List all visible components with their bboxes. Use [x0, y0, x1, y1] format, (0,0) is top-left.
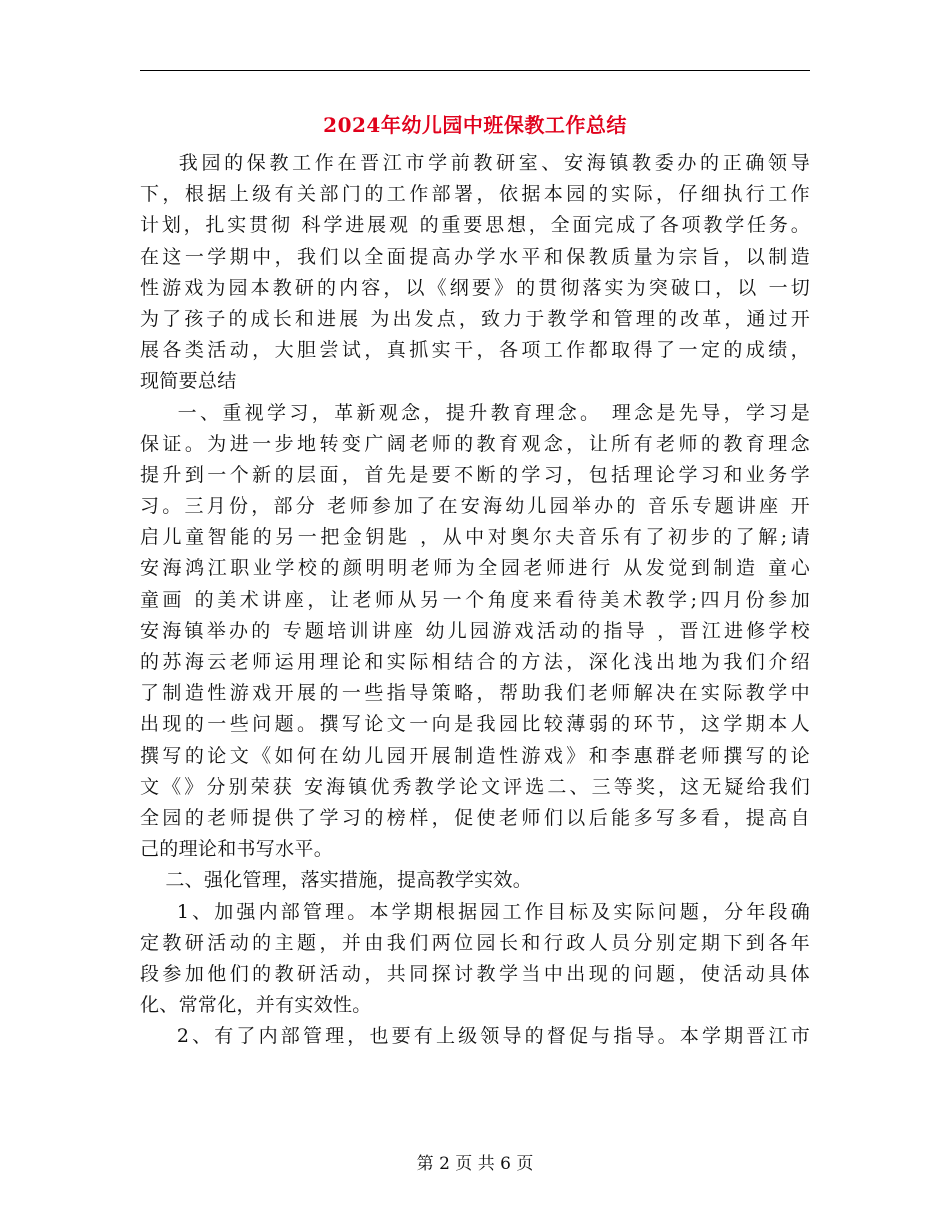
- body-line: 了制造性游戏开展的一些指导策略，帮助我们老师解决在实际教学中: [140, 682, 810, 705]
- body-line: 二、强化管理，落实措施，提高教学实效。: [140, 869, 533, 892]
- body-line: 的苏海云老师运用理论和实际相结合的方法，深化浅出地为我们介绍: [140, 651, 810, 673]
- body-line: 文《》分别荣获 安海镇优秀教学论文评选二、三等奖，这无疑给我们: [140, 775, 810, 798]
- header-rule: [140, 70, 810, 71]
- body-line: 习。三月份，部分 老师参加了在安海幼儿园举办的 音乐专题讲座 开: [140, 495, 810, 518]
- body-line: 为了孩子的成长和进展 为出发点，致力于教学和管理的改革，通过开: [140, 307, 810, 330]
- body-line: 我园的保教工作在晋江市学前教研室、安海镇教委办的正确领导: [140, 152, 810, 174]
- body-line: 出现的一些问题。撰写论文一向是我园比较薄弱的环节，这学期本人: [140, 713, 810, 736]
- body-line: 一、重视学习，革新观念，提升教育理念。 理念是先导，学习是: [140, 401, 810, 424]
- body-line: 展各类活动，大胆尝试，真抓实干，各项工作都取得了一定的成绩，: [140, 339, 810, 362]
- document-title: 2024年幼儿园中班保教工作总结: [323, 113, 627, 137]
- body-line: 全园的老师提供了学习的榜样，促使老师们以后能多写多看，提高自: [140, 806, 810, 829]
- body-line: 2、有了内部管理，也要有上级领导的督促与指导。本学期晋江市: [140, 1025, 810, 1048]
- body-line: 撰写的论文《如何在幼儿园开展制造性游戏》和李惠群老师撰写的论: [140, 744, 810, 767]
- body-line: 童画 的美术讲座，让老师从另一个角度来看待美术教学;四月份参加: [140, 588, 810, 611]
- body-line: 安海镇举办的 专题培训讲座 幼儿园游戏活动的指导 ，晋江进修学校: [140, 619, 810, 642]
- body-line: 化、常常化，并有实效性。: [140, 994, 372, 1017]
- body-line: 启儿童智能的另一把金钥匙 ，从中对奥尔夫音乐有了初步的了解;请: [140, 526, 810, 549]
- body-line: 下，根据上级有关部门的工作部署，依据本园的实际，仔细执行工作: [140, 183, 810, 206]
- body-line: 1、加强内部管理。本学期根据园工作目标及实际问题，分年段确: [140, 900, 810, 923]
- body-line: 性游戏为园本教研的内容，以《纲要》的贯彻落实为突破口，以 一切: [140, 276, 810, 299]
- page-footer: 第 2 页 共 6 页: [416, 1154, 534, 1174]
- document-body: [140, 148, 810, 1052]
- body-line: 计划，扎实贯彻 科学进展观 的重要思想，全面完成了各项教学任务。: [140, 214, 810, 237]
- body-line: 段参加他们的教研活动，共同探讨教学当中出现的问题，使活动具体: [140, 962, 810, 985]
- body-line: 提升到一个新的层面，首先是要不断的学习，包括理论学习和业务学: [140, 463, 810, 486]
- body-line: 保证。为进一步地转变广阔老师的教育观念，让所有老师的教育理念: [140, 432, 810, 455]
- body-line: 在这一学期中，我们以全面提高办学水平和保教质量为宗旨，以制造: [140, 245, 810, 268]
- body-line: 定教研活动的主题，并由我们两位园长和行政人员分别定期下到各年: [140, 931, 810, 954]
- body-line: 己的理论和书写水平。: [140, 838, 334, 861]
- body-line: 安海鸿江职业学校的颜明明老师为全园老师进行 从发觉到制造 童心: [140, 557, 810, 580]
- body-line: 现简要总结: [140, 370, 237, 393]
